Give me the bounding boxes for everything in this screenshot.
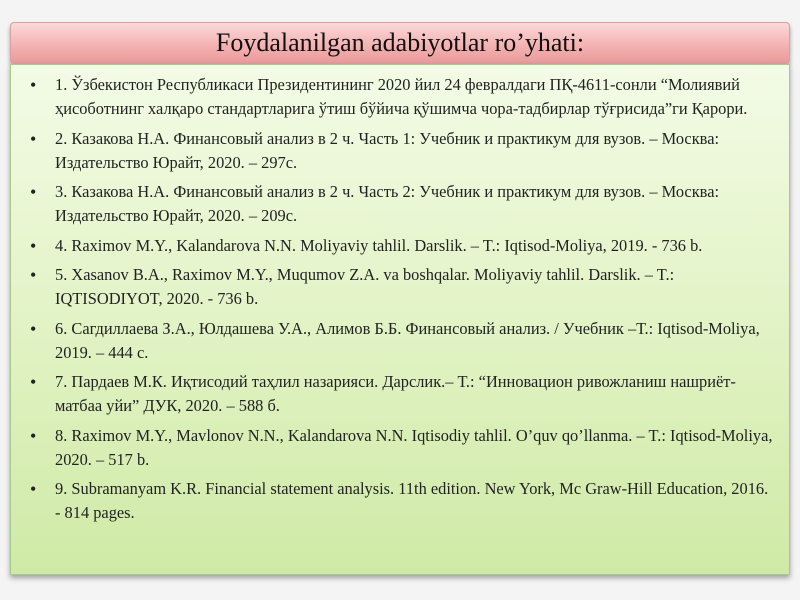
references-panel xyxy=(10,64,790,575)
list-item xyxy=(27,127,775,175)
list-item xyxy=(27,180,775,228)
reference-list xyxy=(27,73,775,525)
bullet-icon: • xyxy=(30,372,37,392)
list-item xyxy=(27,263,775,311)
list-item xyxy=(27,477,775,525)
bullet-icon: • xyxy=(30,235,37,256)
list-item xyxy=(27,73,775,121)
reference-text: 2. Казакова Н.А. Финансовый анализ в 2 ч. Часть 1: Учебник и практикум для вузов. – Москва: Издательство Юрайт, 2020. – 297с. xyxy=(55,128,720,172)
reference-text: 1. Ўзбекистон Республикаси Президентининг 2020 йил 24 февралдаги ПҚ-4611-сонли “Молиявий ҳисоботнинг халқаро стандартларига ўтиш бўйича қўшимча чора-тадбирлар тўғрисида”ги Қарори. xyxy=(55,75,748,118)
reference-text: 8. Raximov M.Y., Mavlonov N.N., Kalandarova N.N. Iqtisodiy tahlil. O’quv qo’llanma. – T.: Iqtisod-Moliya, 2020. – 517 b. xyxy=(55,425,773,469)
bullet-icon: • xyxy=(30,425,37,446)
bullet-icon: • xyxy=(30,265,37,285)
bullet-icon: • xyxy=(30,128,37,149)
list-item xyxy=(27,234,775,258)
reference-text: 7. Пардаев М.К. Иқтисодий таҳлил назарияси. Дарслик.– Т.: “Инновацион ривожланиш нашриёт-матбаа уйи” ДУК, 2020. – 588 б. xyxy=(55,372,736,415)
slide-title: Foydalanilgan adabiyotlar ro’yhati: xyxy=(215,28,585,57)
list-item xyxy=(27,317,775,365)
bullet-icon: • xyxy=(30,479,37,499)
bullet-icon: • xyxy=(30,182,37,202)
reference-text: 3. Казакова Н.А. Финансовый анализ в 2 ч. Часть 2: Учебник и практикум для вузов. – Москва: Издательство Юрайт, 2020. – 209с. xyxy=(55,182,720,225)
list-item xyxy=(27,424,775,472)
reference-text: 9. Subramanyam K.R. Financial statement analysis. 11th edition. New York, Mc Graw-Hill Education, 2016. - 814 pages. xyxy=(55,479,769,522)
slide-title-bar xyxy=(10,22,790,64)
reference-text: 4. Raximov M.Y., Kalandarova N.N. Moliyaviy tahlil. Darslik. – T.: Iqtisod-Moliya, 2019. - 736 b. xyxy=(55,235,703,255)
bullet-icon: • xyxy=(30,75,37,95)
list-item xyxy=(27,370,775,418)
reference-text: 6. Сагдиллаева З.А., Юлдашева У.А., Алимов Б.Б. Финансовый анализ. / Учебник –Т.: Iqtisod-Moliya, 2019. – 444 с. xyxy=(55,318,760,362)
bullet-icon: • xyxy=(30,318,37,339)
reference-text: 5. Xasanov B.A., Raximov M.Y., Muqumov Z.A. va boshqalar. Moliyaviy tahlil. Darslik. – T.: IQTISODIYOT, 2020. - 736 b. xyxy=(55,265,675,308)
